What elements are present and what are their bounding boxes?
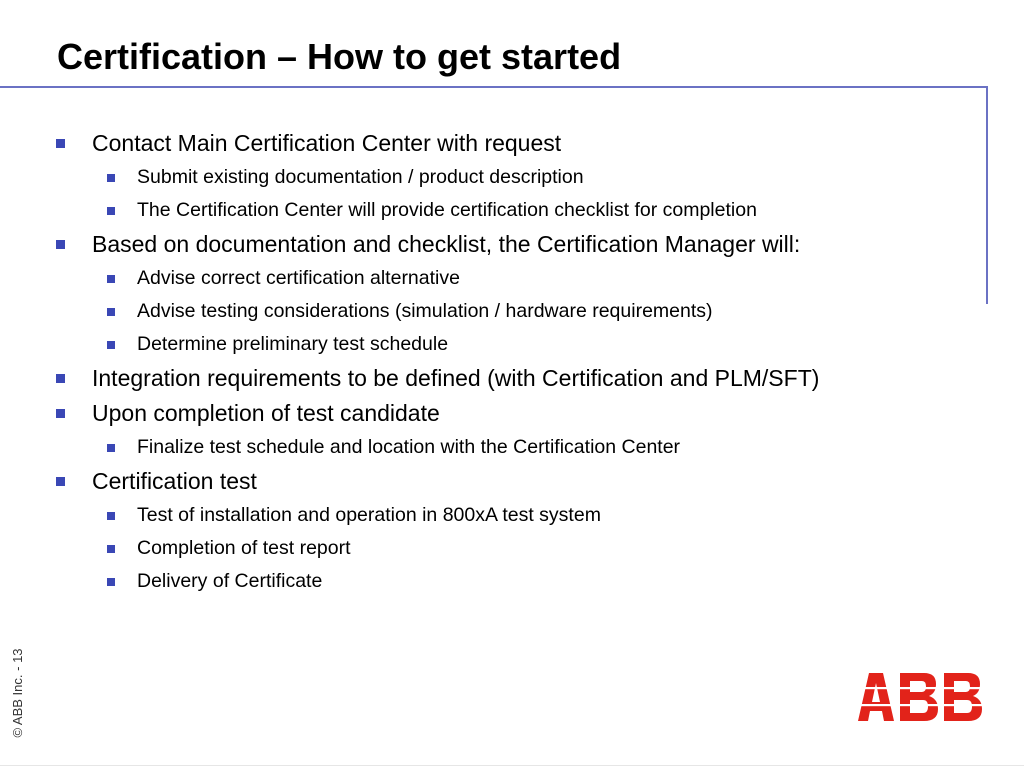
bullet-text: Test of installation and operation in 800xA test system xyxy=(137,504,601,526)
sub-bullet-item xyxy=(0,295,980,328)
sub-bullet-item xyxy=(0,532,980,565)
abb-logo-icon xyxy=(856,671,984,723)
sub-bullet-item xyxy=(0,194,980,227)
bullet-item xyxy=(0,464,980,499)
square-bullet-icon xyxy=(56,409,65,418)
bullet-text: Upon completion of test candidate xyxy=(92,400,440,426)
sub-bullet-item xyxy=(0,565,980,598)
copyright-footer: © ABB Inc. - 13 xyxy=(10,648,25,738)
sub-bullet-item xyxy=(0,431,980,464)
bullet-text: Completion of test report xyxy=(137,537,351,559)
square-bullet-icon xyxy=(107,578,115,586)
bullet-text: The Certification Center will provide certification checklist for completion xyxy=(137,199,757,221)
bullet-text: Finalize test schedule and location with the Certification Center xyxy=(137,436,681,458)
title-underline xyxy=(0,86,988,88)
square-bullet-icon xyxy=(107,275,115,283)
slide-title: Certification – How to get started xyxy=(57,36,622,77)
sub-bullet-item xyxy=(0,161,980,194)
square-bullet-icon xyxy=(107,341,115,349)
bullet-text: Delivery of Certificate xyxy=(137,570,323,592)
bottom-divider xyxy=(0,765,1024,766)
bullet-text: Advise correct certification alternative xyxy=(137,267,460,289)
square-bullet-icon xyxy=(56,139,65,148)
right-border-line xyxy=(986,86,988,304)
bullet-text: Advise testing considerations (simulation / hardware requirements) xyxy=(137,300,713,322)
sub-bullet-item xyxy=(0,262,980,295)
square-bullet-icon xyxy=(107,545,115,553)
bullet-text: Based on documentation and checklist, the Certification Manager will: xyxy=(92,231,801,257)
square-bullet-icon xyxy=(107,207,115,215)
bullet-text: Certification test xyxy=(92,468,257,494)
bullet-text: Integration requirements to be defined (with Certification and PLM/SFT) xyxy=(92,365,820,391)
square-bullet-icon xyxy=(107,174,115,182)
bullet-list xyxy=(0,126,980,598)
bullet-item xyxy=(0,227,980,262)
bullet-text: Submit existing documentation / product description xyxy=(137,166,584,188)
square-bullet-icon xyxy=(107,444,115,452)
sub-bullet-item xyxy=(0,328,980,361)
bullet-item xyxy=(0,361,980,396)
sub-bullet-item xyxy=(0,499,980,532)
square-bullet-icon xyxy=(56,477,65,486)
bullet-item xyxy=(0,396,980,431)
square-bullet-icon xyxy=(107,512,115,520)
bullet-text: Determine preliminary test schedule xyxy=(137,333,449,355)
square-bullet-icon xyxy=(107,308,115,316)
square-bullet-icon xyxy=(56,374,65,383)
square-bullet-icon xyxy=(56,240,65,249)
bullet-item xyxy=(0,126,980,161)
bullet-text: Contact Main Certification Center with request xyxy=(92,130,562,156)
